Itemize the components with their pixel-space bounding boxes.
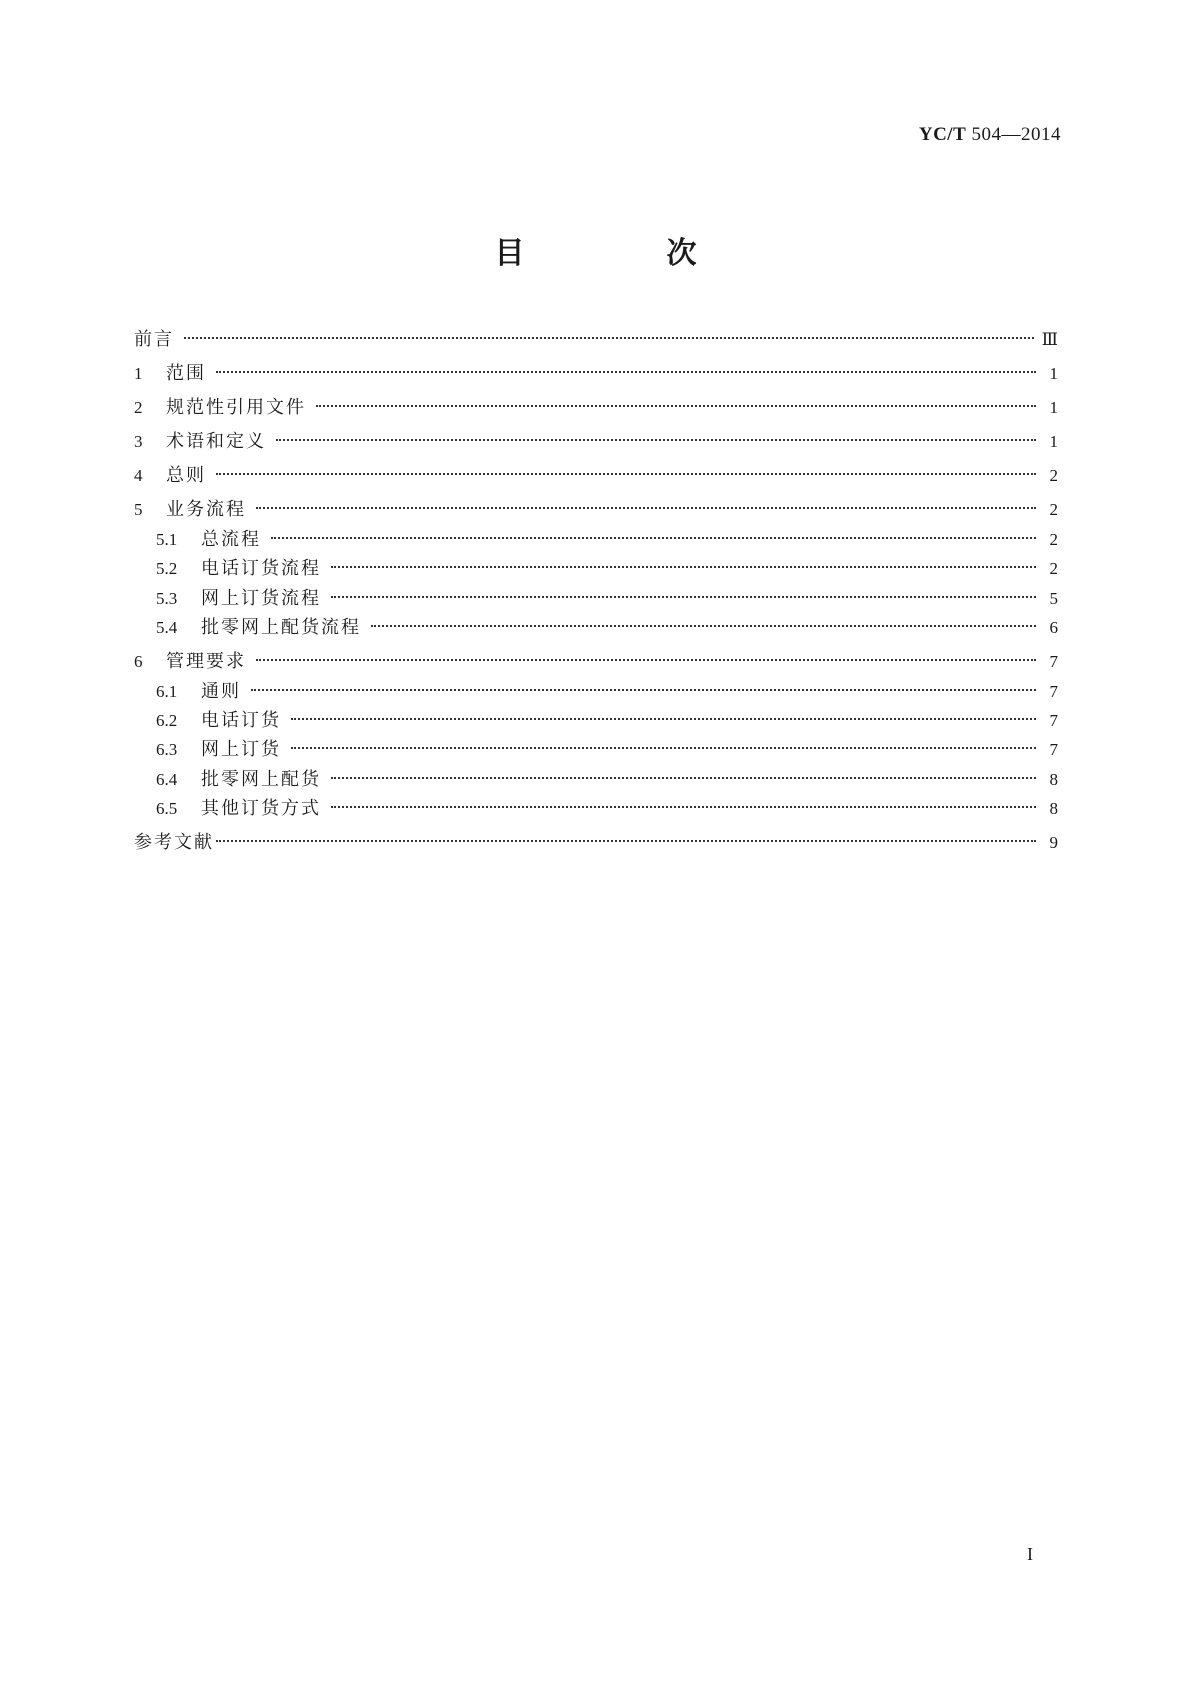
- toc-entry-label: 参考文献: [134, 832, 214, 853]
- dot-leader: [184, 337, 1034, 339]
- dot-leader: [256, 507, 1036, 509]
- toc-entry-number: 4: [134, 466, 143, 485]
- toc-entry-label: 范围: [166, 363, 206, 384]
- toc-entry-label: 网上订货流程: [201, 588, 321, 609]
- toc-title: 目 次: [494, 236, 753, 271]
- toc-entry-6-2[interactable]: [156, 709, 1058, 733]
- standard-prefix: YC/T: [918, 124, 967, 145]
- toc-entry-label: 电话订货: [201, 710, 281, 731]
- dot-leader: [331, 596, 1036, 598]
- toc-entry-page: Ⅲ: [1041, 330, 1058, 349]
- dot-leader: [331, 777, 1036, 779]
- toc-entry-number: 6.1: [156, 682, 178, 701]
- toc-entry-6-1[interactable]: [156, 680, 1058, 704]
- toc-entry-page: 1: [1049, 364, 1058, 383]
- toc-entry-page: 7: [1049, 711, 1058, 730]
- toc-entry-label: 批零网上配货流程: [201, 617, 361, 638]
- toc-entry-number: 5.4: [156, 618, 178, 637]
- toc-entry-2[interactable]: [134, 396, 1058, 420]
- dot-leader: [251, 689, 1036, 691]
- toc-entry-label: 通则: [201, 681, 241, 702]
- standard-number: 504—2014: [971, 124, 1061, 145]
- toc-entry-page: 5: [1049, 589, 1058, 608]
- toc-entry-label: 术语和定义: [166, 431, 266, 452]
- toc-entry-5-4[interactable]: [156, 616, 1058, 640]
- toc-entry-page: 1: [1049, 398, 1058, 417]
- dot-leader: [291, 718, 1036, 720]
- toc-entry-6-4[interactable]: [156, 768, 1058, 792]
- toc-entry-4[interactable]: [134, 464, 1058, 488]
- dot-leader: [216, 840, 1036, 842]
- toc-entry-number: 6.2: [156, 711, 178, 730]
- toc-entry-6-3[interactable]: [156, 738, 1058, 762]
- toc-entry-number: 5.1: [156, 530, 178, 549]
- toc-entry-number: 6.5: [156, 799, 178, 818]
- dot-leader: [216, 371, 1036, 373]
- toc-entry-5-2[interactable]: [156, 557, 1058, 581]
- toc-entry-number: 6.3: [156, 740, 178, 759]
- dot-leader: [291, 747, 1036, 749]
- toc-entry-page: 9: [1049, 833, 1058, 852]
- dot-leader: [216, 473, 1036, 475]
- toc-entry-number: 5.2: [156, 559, 178, 578]
- toc-entry-bibliography[interactable]: [134, 831, 1058, 855]
- dot-leader: [256, 659, 1036, 661]
- toc-entry-page: 2: [1049, 500, 1058, 519]
- toc-entry-number: 5.3: [156, 589, 178, 608]
- toc-entry-6[interactable]: [134, 650, 1058, 674]
- toc-entry-number: 2: [134, 398, 143, 417]
- toc-entry-page: 2: [1049, 530, 1058, 549]
- standard-code: [919, 124, 1061, 146]
- dot-leader: [371, 625, 1036, 627]
- dot-leader: [271, 537, 1036, 539]
- toc-entry-5-3[interactable]: [156, 587, 1058, 611]
- toc-entry-page: 2: [1049, 559, 1058, 578]
- toc-entry-3[interactable]: [134, 430, 1058, 454]
- toc-entry-6-5[interactable]: [156, 797, 1058, 821]
- dot-leader: [276, 439, 1036, 441]
- toc-entry-number: 5: [134, 500, 143, 519]
- toc-entry-label: 业务流程: [166, 499, 246, 520]
- toc-entry-label: 其他订货方式: [201, 798, 321, 819]
- page-number: I: [1027, 1544, 1033, 1564]
- toc-entry-5-1[interactable]: [156, 528, 1058, 552]
- toc-entry-page: 2: [1049, 466, 1058, 485]
- dot-leader: [331, 566, 1036, 568]
- toc-entry-label: 电话订货流程: [201, 558, 321, 579]
- toc-entry-page: 1: [1049, 432, 1058, 451]
- toc-entry-label: 批零网上配货: [201, 769, 321, 790]
- toc-entry-number: 1: [134, 364, 143, 383]
- toc-entry-number: 6.4: [156, 770, 178, 789]
- toc-entry-page: 7: [1049, 740, 1058, 759]
- toc-entry-5[interactable]: [134, 498, 1058, 522]
- toc-entry-label: 总则: [166, 465, 206, 486]
- toc-entry-1[interactable]: [134, 362, 1058, 386]
- toc-entry-page: 8: [1049, 799, 1058, 818]
- toc-entry-label: 总流程: [201, 529, 261, 550]
- toc-entry-page: 7: [1049, 682, 1058, 701]
- dot-leader: [331, 806, 1036, 808]
- toc-entry-page: 8: [1049, 770, 1058, 789]
- toc-entry-page: 6: [1049, 618, 1058, 637]
- toc-entry-page: 7: [1049, 652, 1058, 671]
- toc-entry-number: 6: [134, 652, 143, 671]
- toc-entry-label: 规范性引用文件: [166, 397, 306, 418]
- toc-entry-label: 网上订货: [201, 739, 281, 760]
- dot-leader: [316, 405, 1036, 407]
- toc-entry-label: 前言: [134, 329, 174, 350]
- toc-entry-label: 管理要求: [166, 651, 246, 672]
- toc-entry-foreword[interactable]: [134, 328, 1058, 352]
- toc-entry-number: 3: [134, 432, 143, 451]
